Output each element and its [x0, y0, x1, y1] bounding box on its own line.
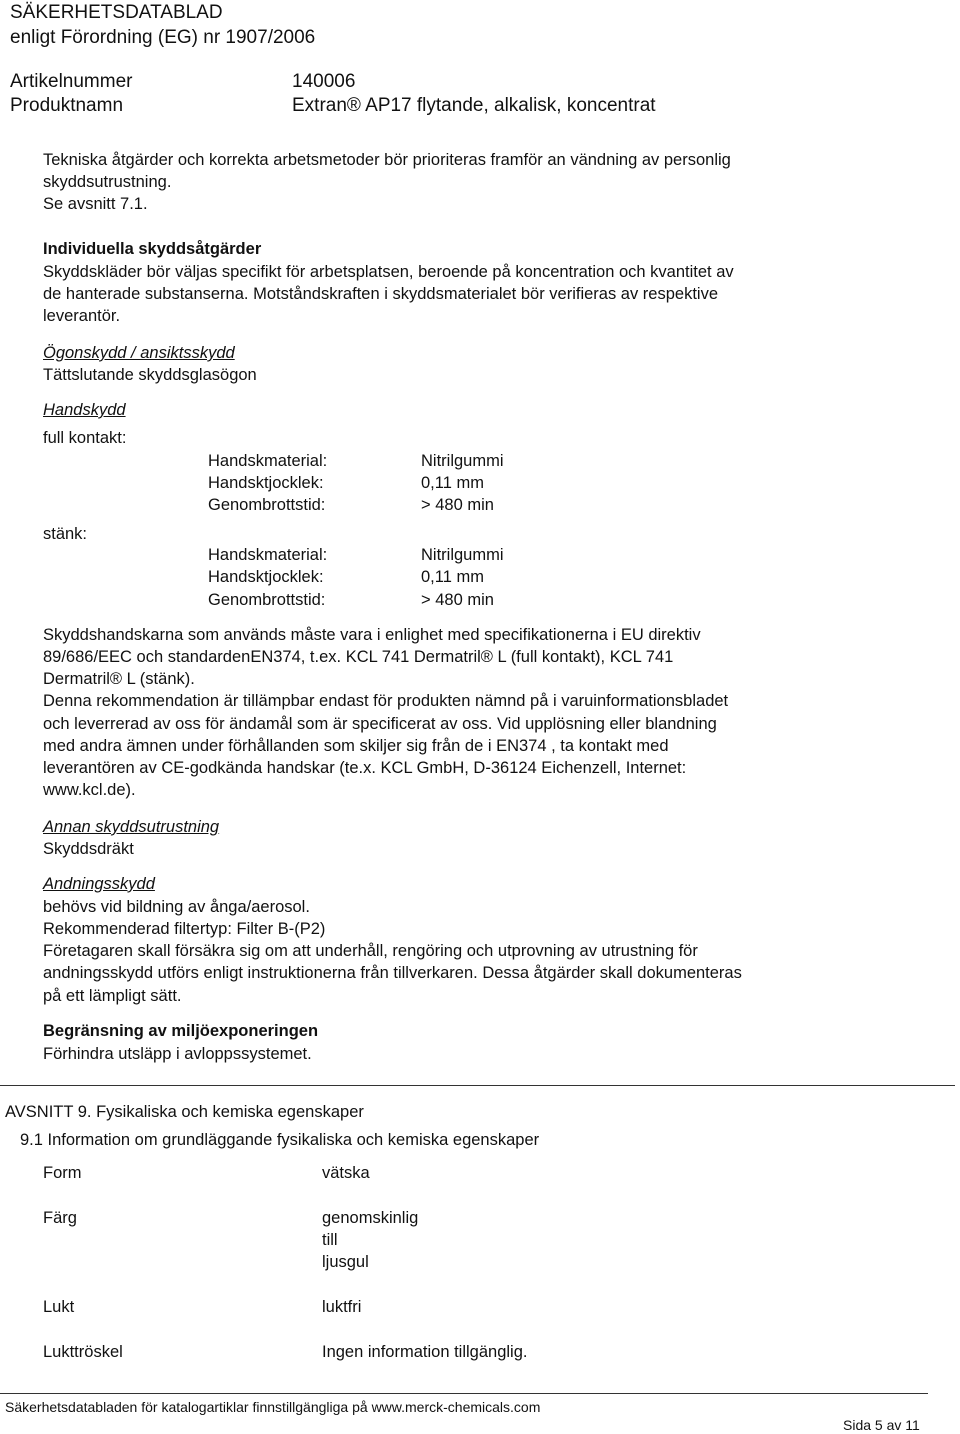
glove-material-label: Handskmaterial:	[208, 546, 328, 564]
glove-paragraph-line: 89/686/EEC och standardenEN374, t.ex. KCL 741 Dermatril® L (full kontakt), KCL 741	[43, 648, 674, 666]
glove-breakthrough-value: > 480 min	[421, 591, 494, 609]
respiratory-protection-heading: Andningsskydd	[43, 875, 155, 893]
environment-heading: Begränsning av miljöexponeringen	[43, 1022, 319, 1040]
property-label: Lukt	[43, 1298, 75, 1316]
glove-breakthrough-label: Genombrottstid:	[208, 591, 326, 609]
product-name-label: Produktnamn	[10, 95, 124, 116]
property-value: luktfri	[322, 1298, 362, 1316]
glove-thickness-value: 0,11 mm	[421, 474, 484, 492]
glove-paragraph-line: www.kcl.de).	[43, 781, 136, 799]
regulation-line: enligt Förordning (EG) nr 1907/2006	[10, 27, 316, 48]
glove-material-label: Handskmaterial:	[208, 452, 328, 470]
article-number-value: 140006	[292, 71, 356, 92]
glove-paragraph-line: Denna rekommendation är tillämpbar endast för produkten nämnd på i varuinformationsbladet	[43, 692, 729, 710]
respiratory-line: Företagaren skall försäkra sig om att underhåll, rengöring och utprovning av utrustning för	[43, 942, 698, 960]
footer-divider	[0, 1393, 928, 1394]
eye-protection-heading: Ögonskydd / ansiktsskydd	[43, 344, 235, 362]
respiratory-line: behövs vid bildning av ånga/aerosol.	[43, 898, 310, 916]
product-name-value: Extran® AP17 flytande, alkalisk, koncentrat	[292, 95, 656, 116]
eye-protection-text: Tättslutande skyddsglasögon	[43, 366, 257, 384]
page-number: Sida 5 av 11	[843, 1417, 920, 1433]
other-protection-heading: Annan skyddsutrustning	[43, 818, 220, 836]
intro-line: Se avsnitt 7.1.	[43, 195, 148, 213]
glove-thickness-value: 0,11 mm	[421, 568, 484, 586]
property-value: ljusgul	[322, 1253, 369, 1271]
property-value: Ingen information tillgänglig.	[322, 1343, 528, 1361]
hand-protection-heading: Handskydd	[43, 401, 126, 419]
section-9-title: AVSNITT 9. Fysikaliska och kemiska egenskaper	[5, 1103, 364, 1121]
glove-material-value: Nitrilgummi	[421, 452, 504, 470]
environment-text: Förhindra utsläpp i avloppssystemet.	[43, 1045, 312, 1063]
section-9-subtitle: 9.1 Information om grundläggande fysikaliska och kemiska egenskaper	[20, 1131, 540, 1149]
glove-paragraph-line: leverantören av CE-godkända handskar (te.x. KCL GmbH, D-36124 Eichenzell, Internet:	[43, 759, 687, 777]
section-divider	[0, 1085, 955, 1086]
glove-material-value: Nitrilgummi	[421, 546, 504, 564]
glove-paragraph-line: med andra ämnen under förhållanden som skiljer sig från de i EN374 , ta kontakt med	[43, 737, 669, 755]
respiratory-line: på ett lämpligt sätt.	[43, 987, 182, 1005]
individual-measures-line: de hanterade substanserna. Motståndskraften i skyddsmaterialet bör verifieras av respektive	[43, 285, 719, 303]
property-label: Form	[43, 1164, 82, 1182]
footer-text: Säkerhetsdatabladen för katalogartiklar finnstillgängliga på www.merck-chemicals.com	[5, 1399, 541, 1415]
property-value: till	[322, 1231, 338, 1249]
glove-breakthrough-label: Genombrottstid:	[208, 496, 326, 514]
other-protection-text: Skyddsdräkt	[43, 840, 134, 858]
individual-measures-line: Skyddskläder bör väljas specifikt för arbetsplatsen, beroende på koncentration och kvantitet av	[43, 263, 734, 281]
glove-thickness-label: Handsktjocklek:	[208, 474, 324, 492]
glove-group-label: full kontakt:	[43, 429, 127, 447]
property-label: Lukttröskel	[43, 1343, 123, 1361]
glove-paragraph-line: Dermatril® L (stänk).	[43, 670, 195, 688]
individual-measures-heading: Individuella skyddsåtgärder	[43, 240, 262, 258]
document-title: SÄKERHETSDATABLAD	[10, 2, 223, 23]
respiratory-line: Rekommenderad filtertyp: Filter B-(P2)	[43, 920, 326, 938]
article-number-label: Artikelnummer	[10, 71, 133, 92]
intro-line: skyddsutrustning.	[43, 173, 172, 191]
glove-breakthrough-value: > 480 min	[421, 496, 494, 514]
property-value: vätska	[322, 1164, 370, 1182]
respiratory-line: andningsskydd utförs enligt instruktionerna från tillverkaren. Dessa åtgärder skall dokumenteras	[43, 964, 742, 982]
glove-paragraph-line: och leverrerad av oss för ändamål som är specificerat av oss. Vid upplösning eller blandning	[43, 715, 717, 733]
individual-measures-line: leverantör.	[43, 307, 121, 325]
glove-thickness-label: Handsktjocklek:	[208, 568, 324, 586]
glove-group-label: stänk:	[43, 525, 88, 543]
property-value: genomskinlig	[322, 1209, 419, 1227]
glove-paragraph-line: Skyddshandskarna som används måste vara i enlighet med specifikationerna i EU direktiv	[43, 626, 701, 644]
property-label: Färg	[43, 1209, 77, 1227]
intro-line: Tekniska åtgärder och korrekta arbetsmetoder bör prioriteras framför an vändning av personlig	[43, 151, 731, 169]
